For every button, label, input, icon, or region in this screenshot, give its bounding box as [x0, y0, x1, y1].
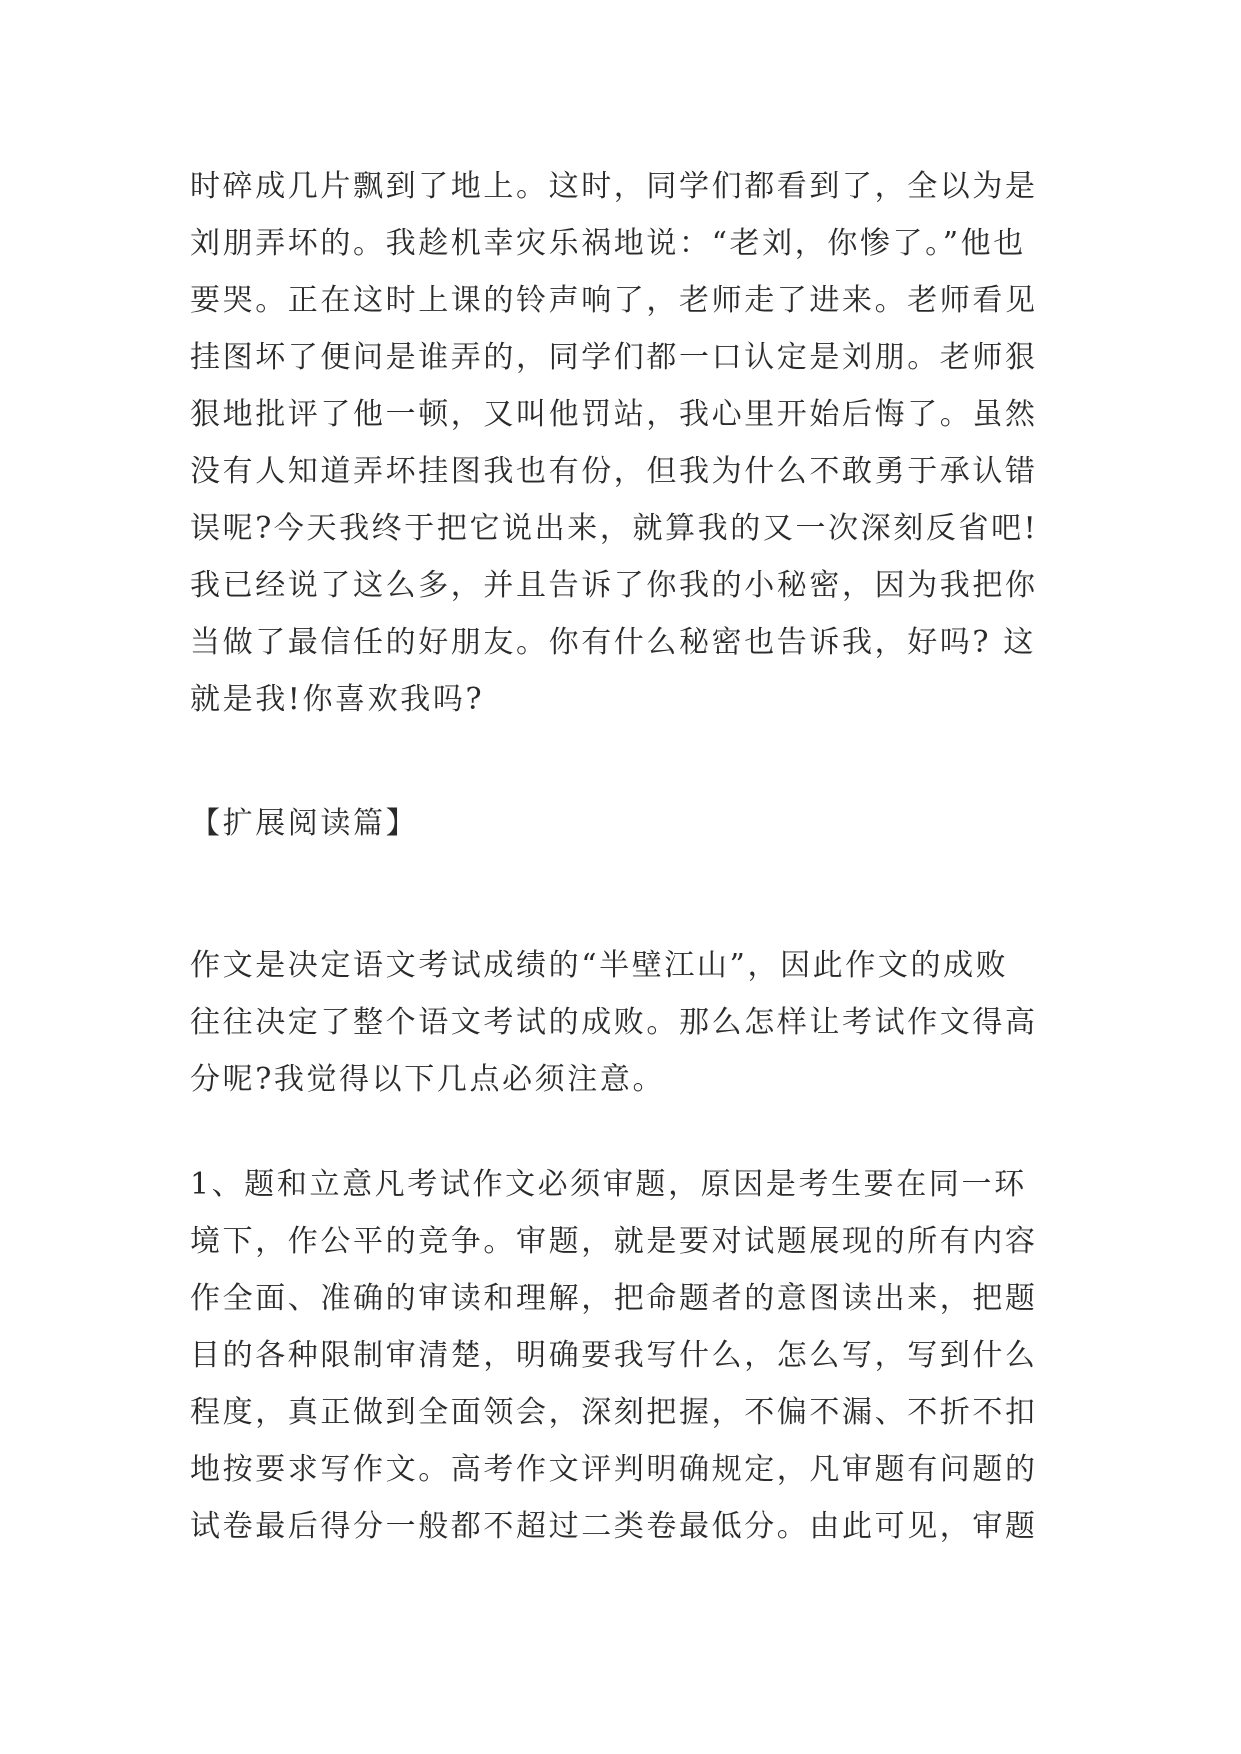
text-line: 挂图坏了便问是谁弄的，同学们都一口认定是刘朋。老师狠 [190, 340, 1038, 375]
text-line: 试卷最后得分一般都不超过二类卷最低分。由此可见，审题 [190, 1509, 1038, 1544]
intro-paragraph [190, 937, 1050, 1108]
text-line: 目的各种限制审清楚，明确要我写什么，怎么写，写到什么 [190, 1338, 1038, 1373]
section-heading [190, 795, 1050, 852]
text-line: 狠地批评了他一顿，又叫他罚站，我心里开始后悔了。虽然 [190, 397, 1038, 432]
section-heading-text: 【扩展阅读篇】 [190, 806, 419, 841]
text-line: 1、题和立意凡考试作文必须审题，原因是考生要在同一环 [190, 1167, 1027, 1202]
text-line: 要哭。正在这时上课的铃声响了，老师走了进来。老师看见 [190, 283, 1038, 318]
text-line: 往往决定了整个语文考试的成败。那么怎样让考试作文得高 [190, 1005, 1038, 1040]
text-line: 就是我!你喜欢我吗? [190, 682, 485, 717]
text-line: 刘朋弄坏的。我趁机幸灾乐祸地说：“老刘，你惨了。”他也 [190, 226, 1026, 261]
text-line: 当做了最信任的好朋友。你有什么秘密也告诉我，好吗? 这 [190, 625, 1036, 660]
text-line: 我已经说了这么多，并且告诉了你我的小秘密，因为我把你 [190, 568, 1038, 603]
text-line: 程度，真正做到全面领会，深刻把握，不偏不漏、不折不扣 [190, 1395, 1038, 1430]
text-line: 误呢?今天我终于把它说出来，就算我的又一次深刻反省吧! [190, 511, 1039, 546]
text-line: 作全面、准确的审读和理解，把命题者的意图读出来，把题 [190, 1281, 1038, 1316]
text-line: 分呢?我觉得以下几点必须注意。 [190, 1062, 666, 1097]
text-line: 时碎成几片飘到了地上。这时，同学们都看到了，全以为是 [190, 169, 1038, 204]
story-paragraph [190, 158, 1050, 728]
point-paragraph [190, 1156, 1050, 1555]
text-line: 地按要求写作文。高考作文评判明确规定，凡审题有问题的 [190, 1452, 1038, 1487]
text-line: 境下，作公平的竞争。审题，就是要对试题展现的所有内容 [190, 1224, 1038, 1259]
text-line: 没有人知道弄坏挂图我也有份，但我为什么不敢勇于承认错 [190, 454, 1038, 489]
text-line: 作文是决定语文考试成绩的“半壁江山”，因此作文的成败 [190, 948, 1009, 983]
